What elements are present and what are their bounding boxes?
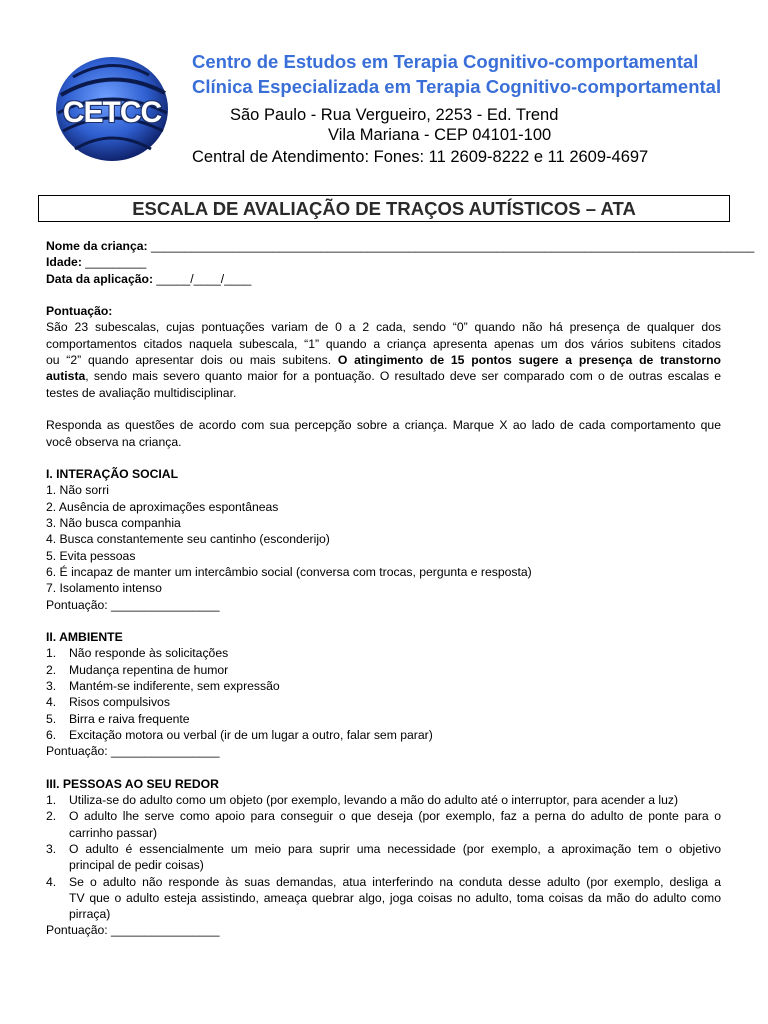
list-item[interactable]: 4. Busca constantemente seu cantinho (esconderijo) [46,532,330,547]
list-item[interactable] [46,662,721,678]
item-text-cont: pirraça) [69,907,111,922]
name-blank[interactable]: _________________________________________________________________________________________ [151,239,755,253]
phone-line: Central de Atendimento: Fones: 11 2609-8222 e 11 2609-4697 [192,148,649,166]
list-item[interactable] [46,678,721,694]
item-text: Utiliza-se do adulto como um objeto (por exemplo, levando a mão do adulto até o interruptor, para acender a luz) [69,793,679,808]
list-item[interactable]: 5. Evita pessoas [46,548,136,563]
clinic-name: Clínica Especializada em Terapia Cognitivo-comportamental [192,76,722,97]
section-3-heading: III. PESSOAS AO SEU REDOR [46,776,219,791]
age-field[interactable] [46,254,721,270]
item-number: 1. [46,793,57,808]
list-item[interactable]: 1. Não sorri [46,483,109,498]
item-number: 2. [46,662,57,677]
instructions-line-1: Responda as questões de acordo com sua percepção sobre a criança. Marque X ao lado de cada comportamento que [46,418,721,433]
letterhead [45,40,745,180]
section-2-heading: II. AMBIENTE [46,630,123,645]
scoring-heading: Pontuação: [46,304,113,319]
scoring-line-5: testes de avaliação multidisciplinar. [46,385,237,400]
list-item[interactable] [46,808,721,824]
section-1-heading: I. INTERAÇÃO SOCIAL [46,467,179,482]
item-number: 3. [46,679,57,694]
list-item[interactable]: 3. Não busca companhia [46,516,181,531]
scoring-line-1: São 23 subescalas, cujas pontuações variam de 0 a 2 cada, sendo “0” quando não há presença de qualquer dos [46,320,721,335]
item-text: Não responde às solicitações [69,646,229,661]
list-item[interactable]: 6. É incapaz de manter um intercâmbio social (conversa com trocas, pergunta e resposta) [46,564,532,579]
name-field[interactable] [46,238,755,254]
list-item[interactable] [46,792,721,808]
item-number: 3. [46,841,57,856]
date-blank[interactable]: _____/____/____ [156,271,252,286]
date-label: Data da aplicação: [46,271,154,286]
logo-text: CETCC [62,96,162,129]
date-field[interactable] [46,271,721,287]
item-text-cont: principal de pedir coisas) [69,858,204,873]
address-line-2: Vila Mariana - CEP 04101-100 [328,126,552,144]
item-text: Se o adulto não responde às suas demandas, atua interferindo na conduta desse adulto (por exemplo, desliga a [69,874,721,889]
list-item[interactable] [46,841,721,857]
list-item[interactable] [46,694,721,710]
scoring-line-4b: , sendo mais severo quanto maior for a pontuação. O resultado deve ser comparado com o de outras escalas e [85,369,721,384]
scoring-line-3a: ou “2” quando apresentar dois ou mais subitens. [46,353,332,368]
item-number: 4. [46,695,57,710]
name-label: Nome da criança: [46,239,148,253]
document-title: ESCALA DE AVALIAÇÃO DE TRAÇOS AUTÍSTICOS – ATA [38,195,730,222]
item-number: 4. [46,874,57,889]
list-item[interactable]: 7. Isolamento intenso [46,581,162,596]
age-label: Idade: [46,255,82,270]
item-text: Birra e raiva frequente [69,711,190,726]
scoring-line-3b: O atingimento de 15 pontos sugere a presença de transtorno [337,353,722,368]
instructions-line-2: você observa na criança. [46,434,182,449]
scoring-line-4 [46,368,721,384]
section-1-score[interactable]: Pontuação: ________________ [46,597,220,612]
item-text: O adulto lhe serve como apoio para conseguir o que deseja (por exemplo, faz a perna do adulto de ponte para o [69,809,721,824]
scoring-line-3 [46,352,721,368]
list-item[interactable] [46,727,721,743]
list-item[interactable] [46,711,721,727]
address-line-1: São Paulo - Rua Vergueiro, 2253 - Ed. Trend [230,106,559,124]
item-number: 5. [46,711,57,726]
form-body [46,238,755,939]
section-3-score[interactable]: Pontuação: ________________ [46,923,220,938]
section-2-score[interactable]: Pontuação: ________________ [46,744,220,759]
item-number: 6. [46,727,57,742]
item-text: Mudança repentina de humor [69,662,229,677]
item-text: Mantém-se indiferente, sem expressão [69,679,280,694]
list-item[interactable]: 2. Ausência de aproximações espontâneas [46,499,279,514]
item-text-cont: TV que o adulto esteja assistindo, ameaça quebrar algo, joga coisas no adulto, toma coisas da mão do adulto como [69,890,721,905]
scoring-line-2: comportamentos citados naquela subescala, “1” quando a criança apresenta apenas um dos vários subitens citados [46,336,721,351]
item-text: Risos compulsivos [69,695,170,710]
scoring-line-4a: autista [46,369,86,384]
item-number: 2. [46,809,57,824]
center-name: Centro de Estudos em Terapia Cognitivo-comportamental [192,51,699,72]
item-text: Excitação motora ou verbal (ir de um lugar a outro, falar sem parar) [69,727,433,742]
item-text: O adulto é essencialmente um meio para suprir uma necessidade (por exemplo, a aproximação tem o objetivo [69,841,721,856]
age-blank[interactable]: _________ [85,255,147,270]
list-item[interactable] [46,645,721,661]
list-item[interactable] [46,874,721,890]
item-number: 1. [46,646,57,661]
item-text-cont: carrinho passar) [69,825,158,840]
